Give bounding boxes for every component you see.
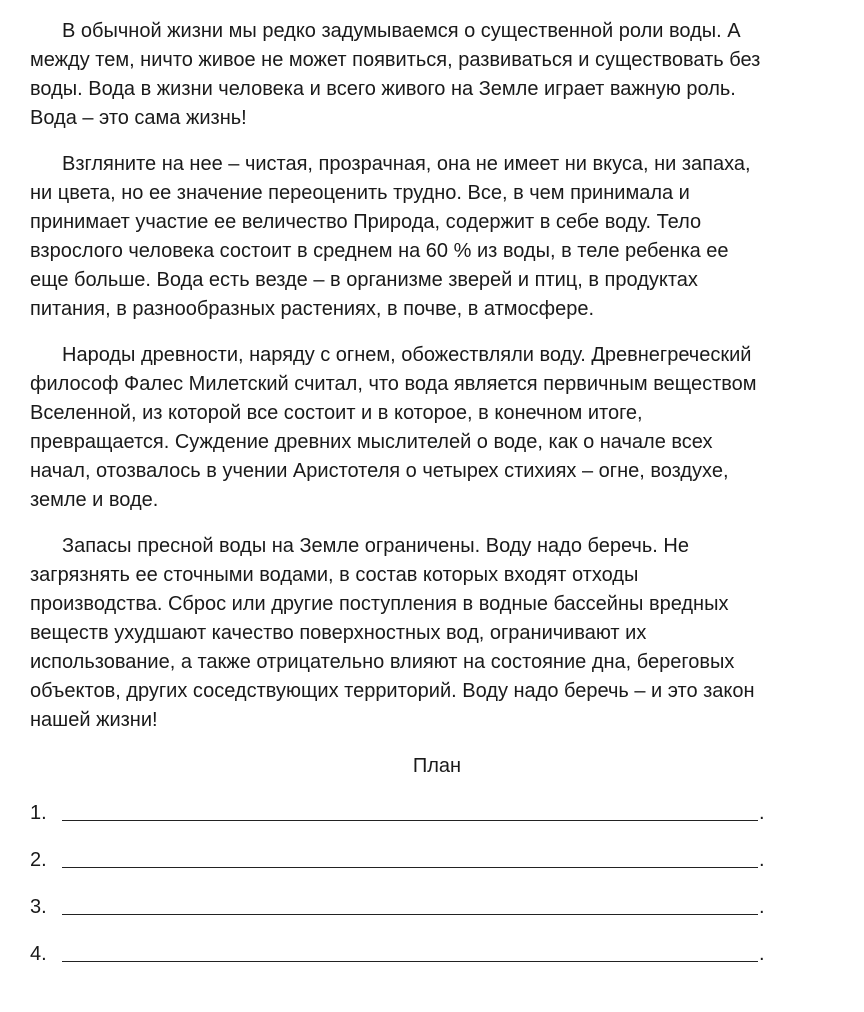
plan-item-number: 1. bbox=[30, 802, 47, 824]
text-line: загрязнять ее сточными водами, в состав которых входят отходы bbox=[30, 564, 639, 586]
text-line: воды. Вода в жизни человека и всего живого на Земле играет важную роль. bbox=[30, 78, 736, 100]
plan-item bbox=[30, 799, 770, 828]
plan-item bbox=[30, 846, 770, 875]
text-line: земле и воде. bbox=[30, 489, 159, 511]
plan-item bbox=[30, 940, 770, 969]
text-line: В обычной жизни мы редко задумываемся о существенной роли воды. А bbox=[62, 20, 741, 42]
text-line: объектов, других соседствующих территорий. Воду надо беречь – и это закон bbox=[30, 680, 755, 702]
paragraph-4 bbox=[30, 532, 860, 735]
text-line: питания, в разнообразных растениях, в почве, в атмосфере. bbox=[30, 298, 595, 320]
text-line: превращается. Суждение древних мыслителей о воде, как о начале всех bbox=[30, 431, 713, 453]
text-line: еще больше. Вода есть везде – в организме зверей и птиц, в продуктах bbox=[30, 269, 698, 291]
text-line: Вода – это сама жизнь! bbox=[30, 107, 247, 129]
plan-blank-line bbox=[62, 961, 758, 962]
plan-item bbox=[30, 893, 770, 922]
plan-title: План bbox=[412, 755, 462, 777]
text-line: использование, а также отрицательно влияют на состояние дна, береговых bbox=[30, 651, 735, 673]
paragraph-2 bbox=[30, 150, 860, 324]
text-line: Запасы пресной воды на Земле ограничены. Воду надо беречь. Не bbox=[62, 535, 689, 557]
text-line: между тем, ничто живое не может появиться, развиваться и существовать без bbox=[30, 49, 761, 71]
plan-item-end: . bbox=[759, 896, 765, 918]
plan-item-end: . bbox=[759, 943, 765, 965]
text-line: веществ ухудшают качество поверхностных вод, ограничивают их bbox=[30, 622, 647, 644]
plan-item-end: . bbox=[759, 849, 765, 871]
plan-blank-line bbox=[62, 820, 758, 821]
text-line: Народы древности, наряду с огнем, обожествляли воду. Древнегреческий bbox=[62, 344, 752, 366]
text-line: нашей жизни! bbox=[30, 709, 158, 731]
text-line: Вселенной, из которой все состоит и в которое, в конечном итоге, bbox=[30, 402, 643, 424]
paragraph-1 bbox=[30, 17, 860, 133]
text-line: принимает участие ее величество Природа, содержит в себе воду. Тело bbox=[30, 211, 702, 233]
text-line: производства. Сброс или другие поступления в водные бассейны вредных bbox=[30, 593, 729, 615]
text-line: взрослого человека состоит в среднем на 60 % из воды, в теле ребенка ее bbox=[30, 240, 729, 262]
plan-item-number: 2. bbox=[30, 849, 47, 871]
plan-blank-line bbox=[62, 867, 758, 868]
text-line: философ Фалес Милетский считал, что вода является первичным веществом bbox=[30, 373, 757, 395]
paragraph-3 bbox=[30, 341, 860, 515]
document-body bbox=[30, 17, 860, 752]
plan-item-number: 3. bbox=[30, 896, 47, 918]
plan-item-end: . bbox=[759, 802, 765, 824]
text-line: ни цвета, но ее значение переоценить трудно. Все, в чем принимала и bbox=[30, 182, 690, 204]
plan-item-number: 4. bbox=[30, 943, 47, 965]
plan-blank-line bbox=[62, 914, 758, 915]
text-line: Взгляните на нее – чистая, прозрачная, она не имеет ни вкуса, ни запаха, bbox=[62, 153, 751, 175]
text-line: начал, отозвалось в учении Аристотеля о четырех стихиях – огне, воздухе, bbox=[30, 460, 729, 482]
